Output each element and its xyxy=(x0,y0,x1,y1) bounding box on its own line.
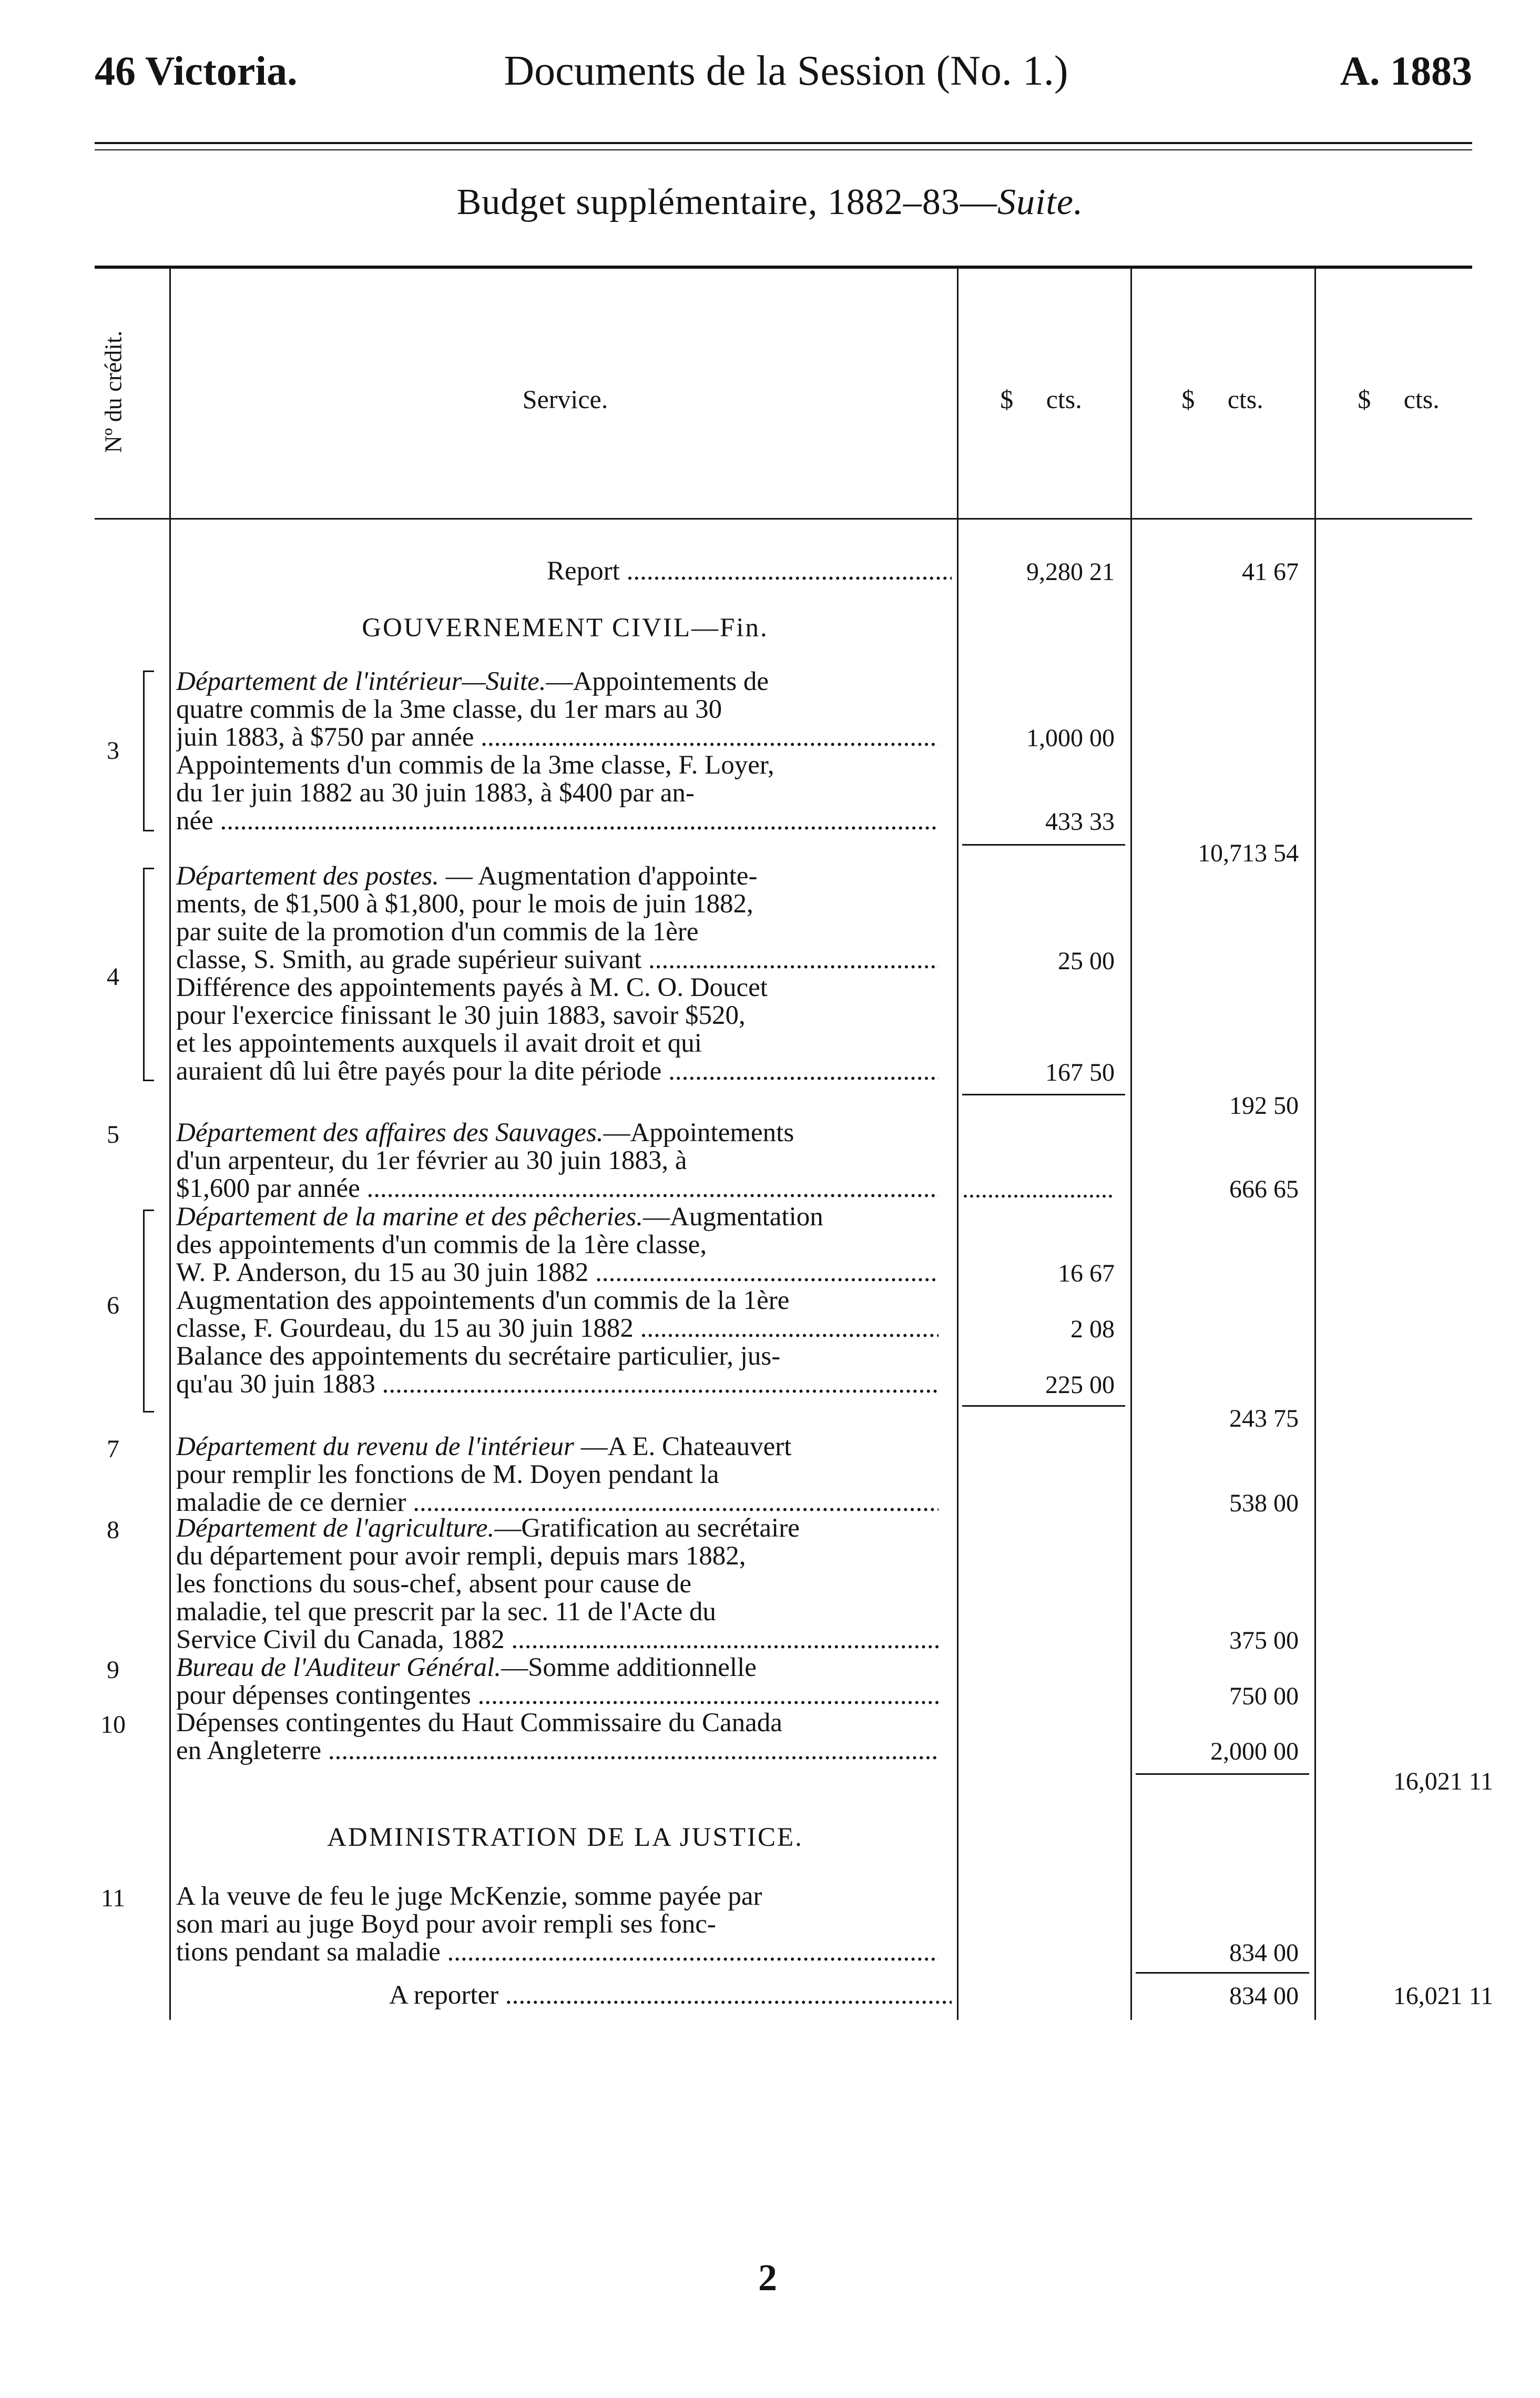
amount-c1: 225 00 xyxy=(1045,1371,1115,1399)
carry-forward-row: A reporter ..... xyxy=(389,1982,952,2009)
empty-leader xyxy=(962,1175,1115,1204)
table-header-rule xyxy=(95,518,1472,520)
table-top-rule xyxy=(95,266,1472,269)
column-header-service: Service. xyxy=(522,384,608,414)
item-number: 10 xyxy=(100,1711,126,1739)
column-header-c2: $ cts. xyxy=(1181,384,1263,414)
carry-forward-c3: 16,021 11 xyxy=(1393,1982,1493,2010)
amount-c2: 538 00 xyxy=(1229,1489,1299,1517)
subtotal-rule xyxy=(962,844,1125,846)
brace-item-4 xyxy=(143,868,154,1081)
header-center: Documents de la Session (No. 1.) xyxy=(504,48,1068,94)
item-number: 6 xyxy=(107,1292,119,1319)
section-justice: ADMINISTRATION DE LA JUSTICE. xyxy=(327,1823,803,1852)
item-number: 3 xyxy=(107,737,119,765)
column-divider-credit xyxy=(169,269,171,2020)
subtotal-c2: 10,713 54 xyxy=(1198,839,1299,867)
header-rule-top xyxy=(95,142,1472,144)
amount-c1: 16 67 xyxy=(1058,1259,1115,1287)
column-header-c3: $ cts. xyxy=(1358,384,1440,414)
header-right: A. 1883 xyxy=(1340,48,1472,94)
item-text-7: Département du revenu de l'intérieur —A E. Chateauvert pour remplir les fonctions de M. Doyen pendant la maladie de ce dernier ..... xyxy=(176,1433,939,1517)
amount-c1: 1,000 00 xyxy=(1026,724,1115,752)
report-row: Report ..... xyxy=(547,557,952,585)
brace-item-6 xyxy=(143,1210,154,1413)
section-gouvernement: GOUVERNEMENT CIVIL—Fin. xyxy=(362,613,769,643)
item-number: 8 xyxy=(107,1516,119,1544)
report-c2: 41 67 xyxy=(1242,558,1299,586)
report-c1: 9,280 21 xyxy=(1026,558,1115,586)
item-number: 11 xyxy=(100,1884,126,1912)
total-rule xyxy=(1136,1972,1309,1974)
amount-c2: 2,000 00 xyxy=(1210,1737,1299,1765)
amount-c2: 375 00 xyxy=(1229,1627,1299,1654)
header-left: 46 Victoria. xyxy=(95,48,298,94)
subtotal-rule xyxy=(962,1405,1125,1407)
item-text-4: Département des postes. — Augmentation d'appointe- ments, de $1,500 à $1,800, pour le mois de juin 1882, par suite de la promotion d'un commis de la 1ère classe, S. Smith, au grade supérieur suivant ..... Différence des appointements payés à M. C. O. Doucet pour l'exercice finissant le 30 juin 1883, savoir $520, et les appointements auxquels il avait droit et qui auraient dû lui être payés pour la dite période ..... xyxy=(176,862,939,1085)
amount-c1: 2 08 xyxy=(1070,1315,1115,1343)
subtotal-c2: 192 50 xyxy=(1229,1092,1299,1120)
brace-item-3 xyxy=(143,670,154,831)
amount-c1: 167 50 xyxy=(1045,1059,1115,1086)
column-header-c1: $ cts. xyxy=(1000,384,1082,414)
item-text-5: Département des affaires des Sauvages.—Appointements d'un arpenteur, du 1er février au 30 juin 1883, à $1,600 par année ..... xyxy=(176,1119,939,1203)
page-number: 2 xyxy=(758,2257,777,2299)
column-header-credit: Nº du crédit. xyxy=(99,330,127,453)
item-text-8: Département de l'agriculture.—Gratification au secrétaire du département pour avoir rempli, depuis mars 1882, les fonctions du sous-chef, absent pour cause de maladie, tel que prescrit par la sec. 11 de l'Acte du Service Civil du Canada, 1882 ..... xyxy=(176,1515,939,1654)
total-c3: 16,021 11 xyxy=(1393,1767,1493,1795)
page-title: Budget supplémentaire, 1882–83—Suite. xyxy=(456,182,1084,222)
amount-c2: 666 65 xyxy=(1229,1175,1299,1203)
item-number: 9 xyxy=(107,1656,119,1684)
item-text-3: Département de l'intérieur—Suite.—Appointements de quatre commis de la 3me classe, du 1er mars au 30 juin 1883, à $750 par année ..... Appointements d'un commis de la 3me classe, F. Loyer, du 1er juin 1882 au 30 juin 1883, à $400 par an- née ..... xyxy=(176,668,939,835)
subtotal-c2: 243 75 xyxy=(1229,1405,1299,1432)
amount-c1: 433 33 xyxy=(1045,808,1115,836)
subtotal-rule xyxy=(962,1094,1125,1095)
item-number: 5 xyxy=(107,1121,119,1149)
header-rule-bottom xyxy=(95,149,1472,150)
item-text-10: Dépenses contingentes du Haut Commissaire du Canada en Angleterre ..... xyxy=(176,1709,939,1765)
item-number: 7 xyxy=(107,1435,119,1463)
amount-c1: 25 00 xyxy=(1058,947,1115,975)
item-number: 4 xyxy=(107,963,119,991)
column-divider-c3 xyxy=(1314,269,1316,2020)
column-divider-c2 xyxy=(1130,269,1132,2020)
column-divider-c1 xyxy=(957,269,958,2020)
item-text-11: A la veuve de feu le juge McKenzie, somme payée par son mari au juge Boyd pour avoir rempli ses fonc- tions pendant sa maladie ..... xyxy=(176,1883,939,1966)
amount-c2: 750 00 xyxy=(1229,1682,1299,1710)
subtotal-rule xyxy=(1136,1773,1309,1775)
amount-c2: 834 00 xyxy=(1229,1939,1299,1967)
item-text-6: Département de la marine et des pêcheries.—Augmentation des appointements d'un commis de la 1ère classe, W. P. Anderson, du 15 au 30 juin 1882 ..... Augmentation des appointements d'un commis de la 1ère classe, F. Gourdeau, du 15 au 30 juin 1882 ..... Balance des appointements du secrétaire particulier, jus- qu'au 30 juin 1883 ..... xyxy=(176,1203,939,1398)
carry-forward-c2: 834 00 xyxy=(1229,1982,1299,2010)
item-text-9: Bureau de l'Auditeur Général.—Somme additionnelle pour dépenses contingentes ..... xyxy=(176,1654,939,1710)
